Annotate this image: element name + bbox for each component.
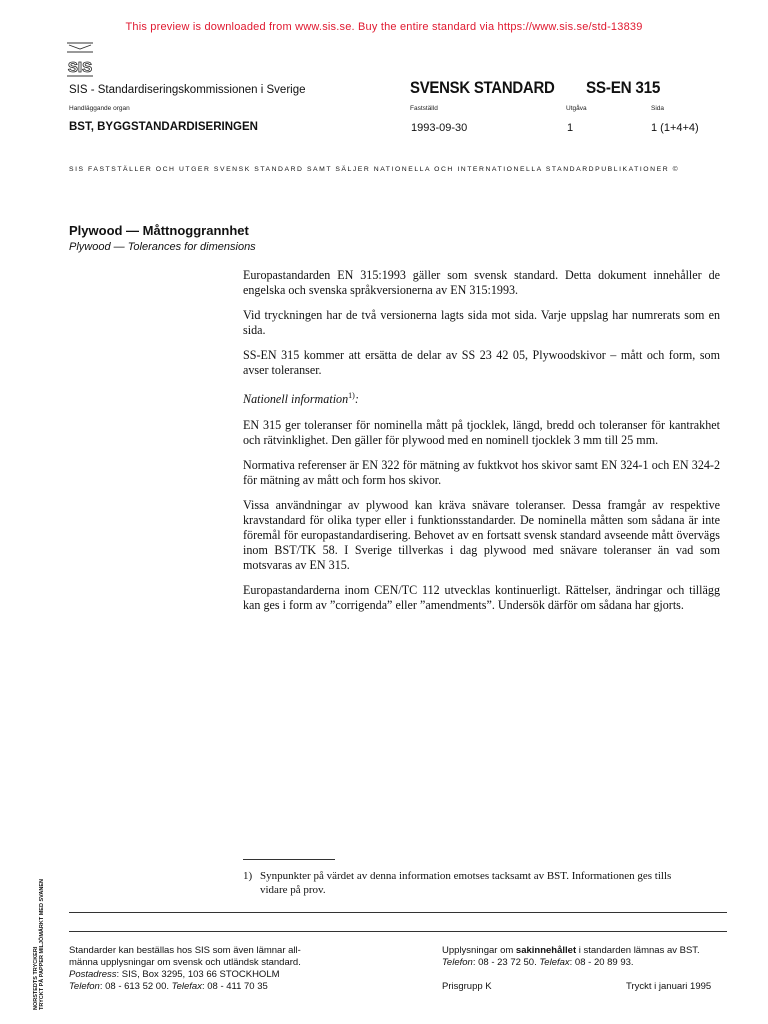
- postadress-label: Postadress: [69, 969, 117, 980]
- paragraph-7: Europastandarderna inom CEN/TC 112 utvecklas kontinuerligt. Rättelser, ändringar och tillägg kan ges i form av ”corrigenda” eller ”amendments”. Undersök därför om sådana har gjorts.: [243, 583, 720, 613]
- bst-telefax-label: Telefax: [539, 957, 570, 968]
- footer-left-line-2: männa upplysningar om svensk och utländsk standard.: [69, 957, 301, 968]
- footnote-line-2: vidare på prov.: [260, 884, 326, 896]
- printer-name: NORSTEDTS TRYCKERI: [33, 946, 39, 1010]
- footer-left-line-1: Standarder kan beställas hos SIS som även lämnar all-: [69, 945, 301, 956]
- sis-logo: [66, 42, 94, 78]
- footnote-rule: [243, 859, 335, 860]
- bst-telefon-label: Telefon: [442, 957, 473, 968]
- print-date: Tryckt i januari 1995: [626, 981, 712, 992]
- label-utgava: Utgåva: [566, 105, 587, 112]
- document-subtitle: Plywood — Tolerances for dimensions: [69, 241, 256, 253]
- footer-right-line-1: [442, 945, 727, 957]
- label-faststalld: Fastställd: [410, 105, 438, 112]
- footer-ordering-info: [69, 945, 369, 993]
- footnote-number: 1): [243, 870, 253, 882]
- preview-banner: This preview is downloaded from www.sis.se. Buy the entire standard via https://www.sis.se/std-13839: [125, 21, 643, 33]
- price-group: Prisgrupp K: [442, 981, 492, 992]
- label-handlaggande: Handläggande organ: [69, 105, 130, 112]
- svg-text:SIS: SIS: [67, 59, 93, 76]
- main-content: [243, 268, 720, 623]
- paragraph-5: Normativa referenser är EN 322 för mätning av fuktkvot hos skivor samt EN 324-1 och EN 324-2 för mätning av mått och form hos skivor.: [243, 458, 720, 488]
- publisher-statement: SIS FASTSTÄLLER OCH UTGER SVENSK STANDARD SAMT SÄLJER NATIONELLA OCH INTERNATIONELLA STANDARDPUBLIKATIONER ©: [69, 166, 680, 173]
- telefon-label: Telefon: [69, 981, 100, 992]
- footer-right-pre: Upplysningar om: [442, 945, 516, 956]
- footer-postal-address: [69, 969, 369, 981]
- printer-imprint: [33, 879, 45, 1010]
- footer-right-bold: sakinnehållet: [515, 945, 577, 956]
- footnote: [243, 869, 713, 897]
- page-count: 1 (1+4+4): [651, 122, 699, 134]
- organization-name: SIS - Standardiseringskommissionen i Sverige: [69, 84, 306, 96]
- national-info-label: Nationell information: [243, 392, 349, 407]
- responsible-body: BST, BYGGSTANDARDISERINGEN: [69, 121, 258, 133]
- paragraph-6: Vissa användningar av plywood kan kräva snävare toleranser. Dessa framgår av respektive kravstandard för olika typer eller i funktionsstandarder. De nominella måtten som sådana är inte föremål för europastandardisering. Behovet av en fortsatt svensk standard avseende mått övervägs inom BST/TK 58. I Sverige tillverkas i dag plywood med snävare toleranser än vad som motsvaras av EN 315.: [243, 498, 720, 573]
- footer-rule-top: [69, 912, 727, 913]
- footer-content-info: [442, 945, 727, 969]
- paper-note: TRYCKT PÅ PAPPER MILJÖMÄRKT MED SVANEN: [39, 879, 45, 1010]
- footer-rule-bottom: [69, 931, 727, 932]
- document-title: Plywood — Måttnoggrannhet: [69, 223, 249, 238]
- paragraph-4: EN 315 ger toleranser för nominella mått på tjocklek, längd, bredd och toleranser för kantrakhet och rätvinklighet. Den gäller för plywood med en nominell tjocklek 3 mm till 25 mm.: [243, 418, 720, 448]
- telefax-label: Telefax: [171, 981, 202, 992]
- standard-label: SVENSK STANDARD: [410, 78, 555, 97]
- bst-telefon-value: : 08 - 23 72 50.: [472, 957, 540, 968]
- bst-telefax-value: : 08 - 20 89 93.: [569, 957, 634, 968]
- standard-id: SS-EN 315: [586, 78, 661, 97]
- national-info-heading: [243, 388, 720, 407]
- postadress-value: : SIS, Box 3295, 103 66 STOCKHOLM: [116, 969, 280, 980]
- footer-right-phone-fax: [442, 957, 727, 969]
- edition-number: 1: [567, 122, 574, 134]
- national-info-colon: :: [354, 392, 359, 407]
- footnote-ref: 1): [348, 391, 355, 400]
- telefax-value: : 08 - 411 70 35: [201, 981, 268, 992]
- paragraph-2: Vid tryckningen har de två versionerna lagts sida mot sida. Varje uppslag har numrerats som en sida.: [243, 308, 720, 337]
- established-date: 1993-09-30: [411, 122, 468, 134]
- paragraph-3: SS-EN 315 kommer att ersätta de delar av SS 23 42 05, Plywoodskivor – mått och form, som avser toleranser.: [243, 348, 720, 377]
- paragraph-1: Europastandarden EN 315:1993 gäller som svensk standard. Detta dokument innehåller de engelska och svenska språkversionerna av EN 315:1993.: [243, 268, 720, 297]
- label-sida: Sida: [651, 105, 665, 112]
- footer-right-post: i standarden lämnas av BST.: [576, 945, 700, 956]
- footnote-line-1: Synpunkter på värdet av denna information emotses tacksamt av BST. Informationen ges tills: [260, 870, 672, 882]
- footer-phone-fax: [69, 981, 369, 993]
- telefon-value: : 08 - 613 52 00.: [99, 981, 172, 992]
